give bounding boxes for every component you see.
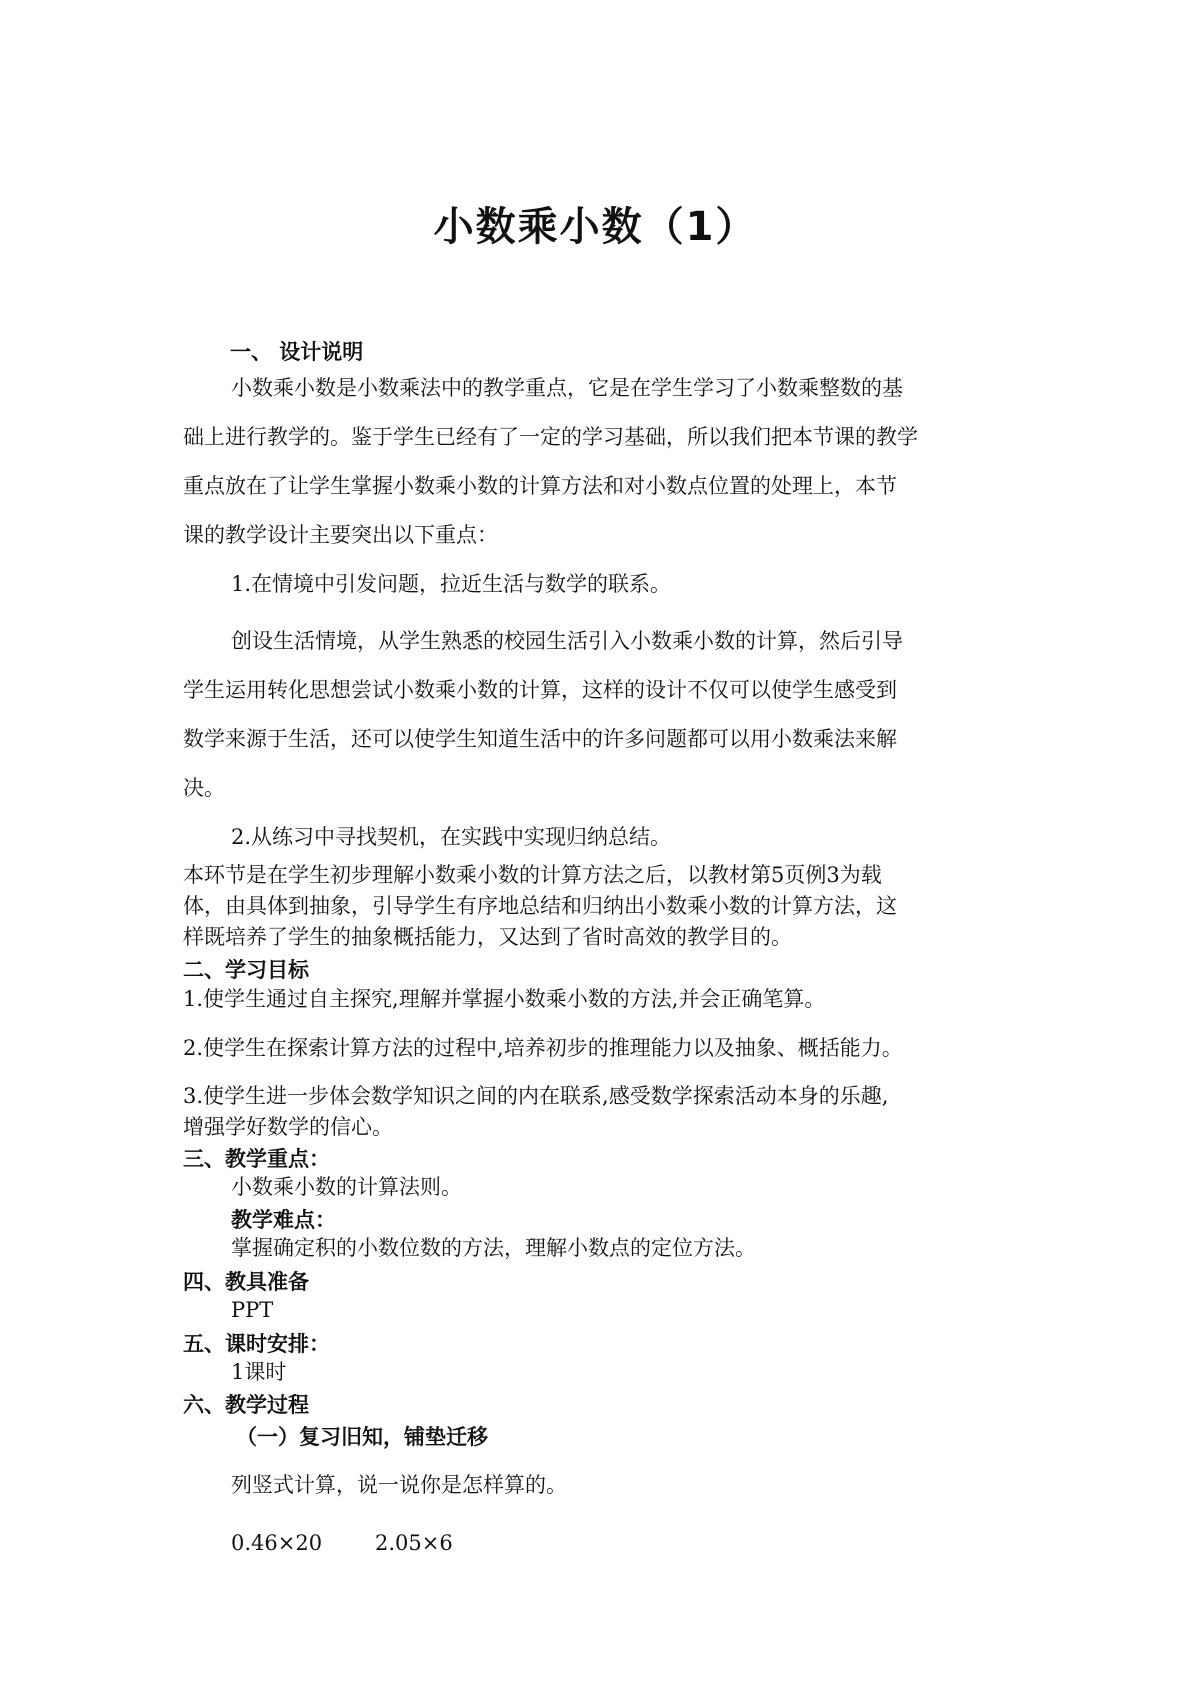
difficulty-heading: 教学难点：: [231, 1208, 336, 1232]
design-point-1-paragraph: [183, 617, 1023, 813]
paragraph-line: 决。: [183, 776, 225, 800]
exercise-2: 2.05×6: [375, 1531, 453, 1555]
paragraph-line: 重点放在了让学生掌握小数乘小数的计算方法和对小数点位置的处理上，本节: [183, 474, 897, 498]
goal-2: 2.使学生在探索计算方法的过程中,培养初步的推理能力以及抽象、概括能力。: [183, 1036, 903, 1060]
paragraph-line: 数学来源于生活，还可以使学生知道生活中的许多问题都可以用小数乘法来解: [183, 727, 897, 751]
schedule-text: 1课时: [231, 1360, 287, 1384]
document-title: 小数乘小数（1）: [433, 204, 758, 250]
paragraph-line: 增强学好数学的信心。: [183, 1115, 393, 1139]
paragraph-line: 小数乘小数是小数乘法中的教学重点，它是在学生学习了小数乘整数的基: [231, 376, 903, 400]
materials-text: PPT: [231, 1298, 274, 1322]
design-point-2: 2.从练习中寻找契机，在实践中实现归纳总结。: [231, 825, 672, 849]
paragraph-line: 体，由具体到抽象，引导学生有序地总结和归纳出小数乘小数的计算方法，这: [183, 894, 897, 918]
design-point-1: 1.在情境中引发问题，拉近生活与数学的联系。: [231, 572, 672, 596]
process-subheading: （一）复习旧知，铺垫迁移: [236, 1425, 488, 1449]
paragraph-line: 3.使学生进一步体会数学知识之间的内在联系,感受数学探索活动本身的乐趣,: [183, 1084, 889, 1108]
design-point-2-paragraph: [183, 860, 1023, 953]
key-point-text: 小数乘小数的计算法则。: [231, 1175, 462, 1199]
paragraph-line: 础上进行教学的。鉴于学生已经有了一定的学习基础，所以我们把本节课的教学: [183, 425, 918, 449]
difficulty-text: 掌握确定积的小数位数的方法，理解小数点的定位方法。: [231, 1236, 756, 1260]
process-instruction: 列竖式计算，说一说你是怎样算的。: [231, 1473, 567, 1497]
section-heading-goals: 二、学习目标: [183, 958, 309, 982]
paragraph-line: 课的教学设计主要突出以下重点：: [183, 523, 498, 547]
section-heading-schedule: 五、课时安排：: [183, 1332, 330, 1356]
paragraph-line: 创设生活情境，从学生熟悉的校园生活引入小数乘小数的计算，然后引导: [231, 629, 903, 653]
paragraph-line: 学生运用转化思想尝试小数乘小数的计算，这样的设计不仅可以使学生感受到: [183, 678, 897, 702]
section-heading-key-points: 三、教学重点：: [183, 1147, 330, 1171]
paragraph-line: 本环节是在学生初步理解小数乘小数的计算方法之后，以教材第5页例3为载: [183, 863, 882, 887]
exercise-1: 0.46×20: [231, 1531, 323, 1555]
design-intro-paragraph: [183, 364, 1023, 560]
section-heading-design: 一、 设计说明: [230, 340, 364, 364]
paragraph-line: 样既培养了学生的抽象概括能力，又达到了省时高效的教学目的。: [183, 925, 792, 949]
goal-1: 1.使学生通过自主探究,理解并掌握小数乘小数的方法,并会正确笔算。: [183, 987, 826, 1011]
goal-3: [183, 1081, 1023, 1143]
section-heading-process: 六、教学过程: [183, 1393, 309, 1417]
section-heading-materials: 四、教具准备: [183, 1270, 309, 1294]
